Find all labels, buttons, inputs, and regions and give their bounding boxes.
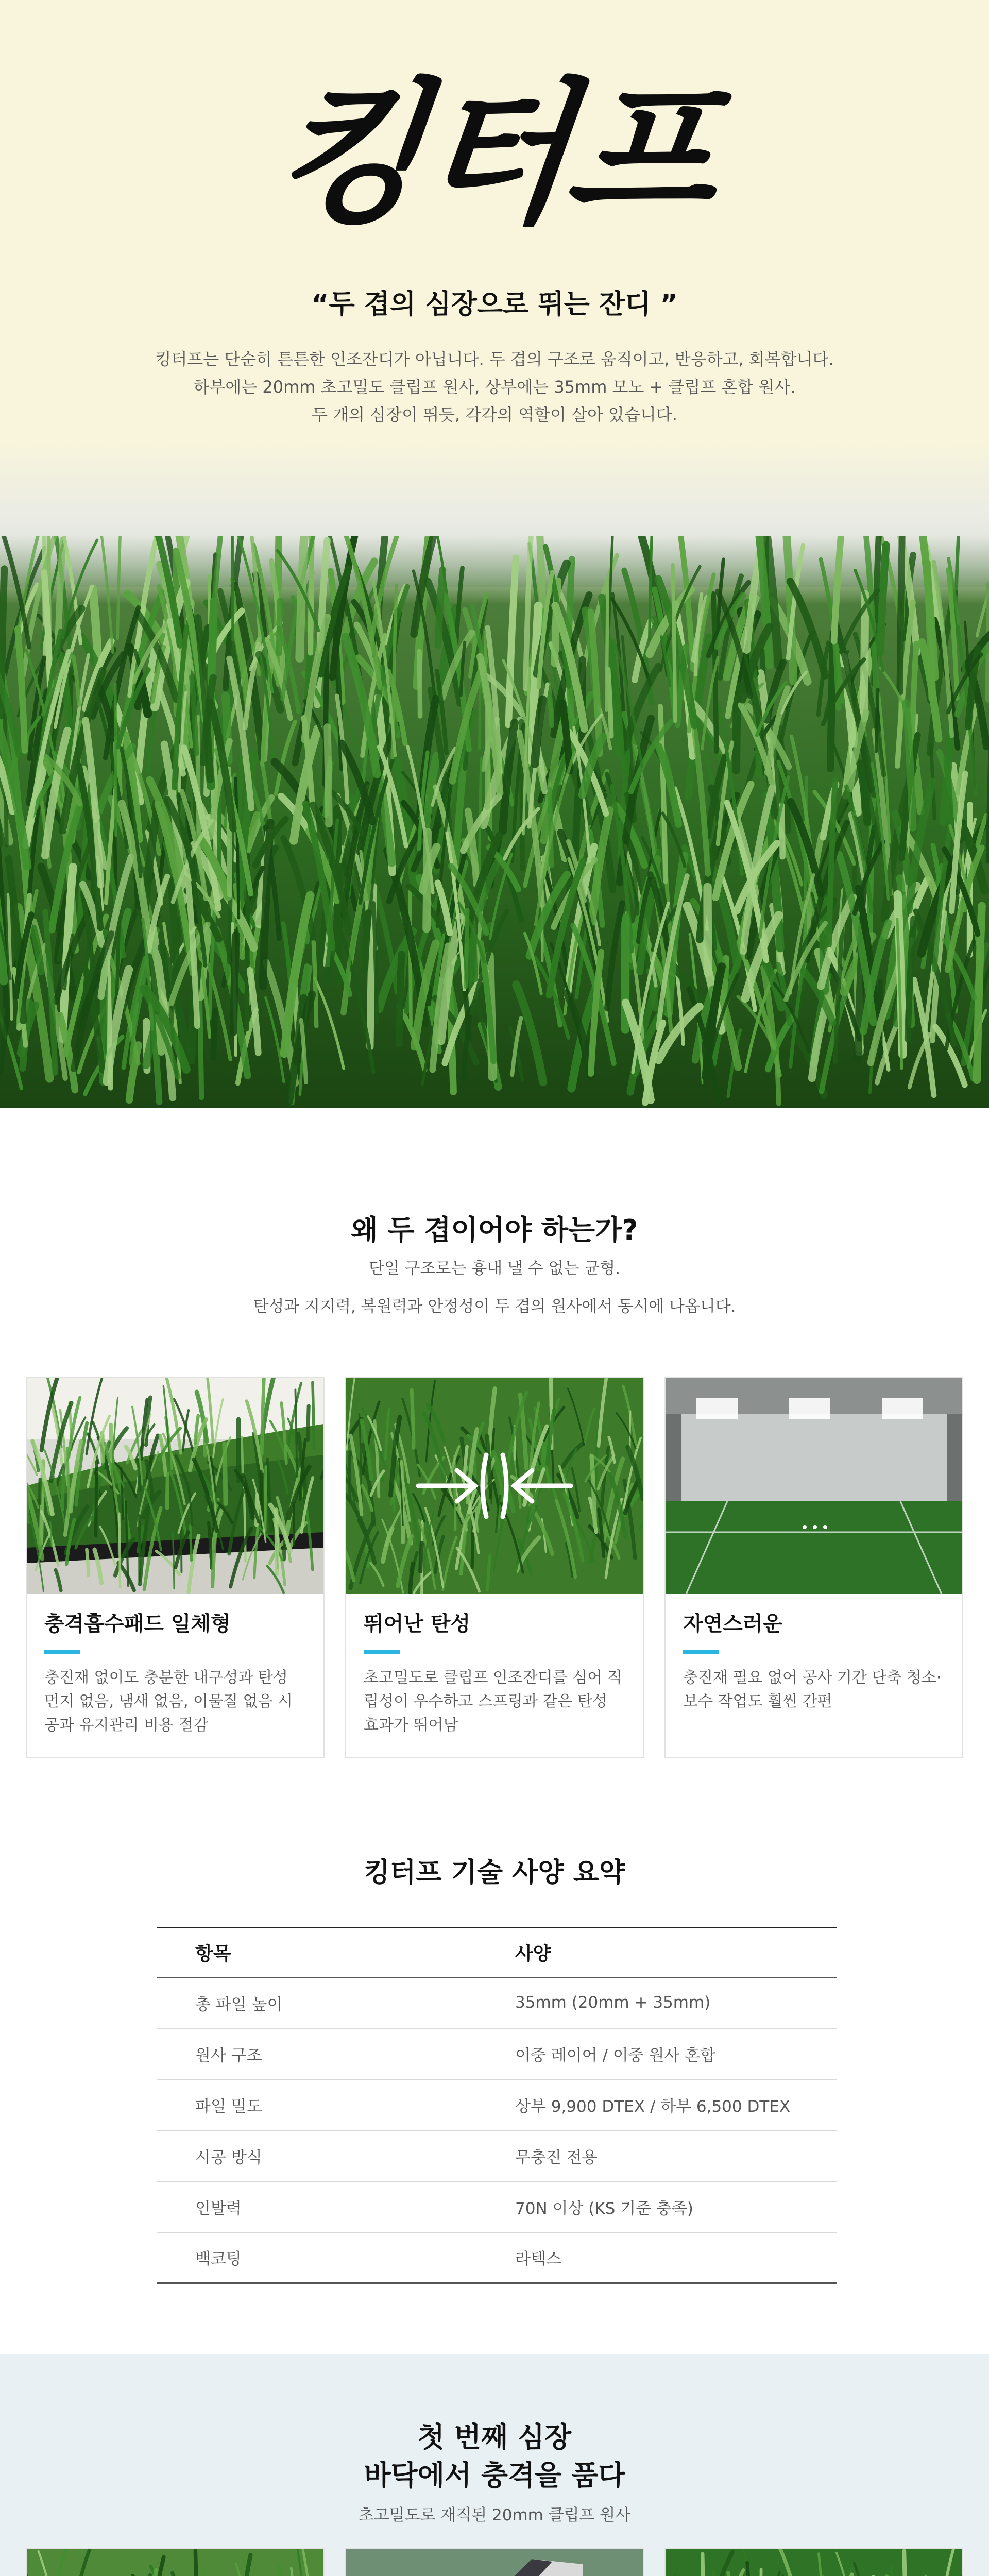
card-text: 초고밀도로 클립프 인조잔디를 심어 직립성이 우수하고 스프링과 같은 탄성 효과가 뛰어남 (364, 1669, 622, 1734)
card-text: 충진재 없이도 충분한 내구성과 탄성 먼지 없음, 냄새 없음, 이물질 없음 시공과 유지관리 비용 절감 (44, 1669, 293, 1734)
spec-value: 이중 레이어 / 이중 원사 혼합 (515, 2028, 837, 2079)
spec-title: 킹터프 기술 사양 요약 (364, 1857, 625, 1888)
card-title: 충격흡수패드 일체형 (44, 1612, 231, 1636)
heart1-card-solid (26, 2548, 325, 2576)
heart1-subtitle: 초고밀도로 재직된 20mm 클립프 원사 (358, 2506, 631, 2524)
spec-table (157, 1927, 837, 2284)
table-row (157, 2028, 837, 2079)
spec-item: 파일 밀도 (157, 2079, 515, 2130)
accent-bar (683, 1650, 719, 1654)
heart1-card-absorb (345, 2548, 644, 2576)
table-row (157, 2181, 837, 2232)
soccer-cleat-photo (346, 2549, 643, 2576)
heart1-card-recovery (664, 2548, 963, 2576)
card-title: 뛰어난 탄성 (364, 1612, 471, 1636)
grass-photo-compress-arrows (346, 1378, 643, 1594)
spec-value: 라텍스 (515, 2232, 837, 2283)
accent-bar (44, 1650, 80, 1654)
spec-item: 총 파일 높이 (157, 1977, 515, 2028)
feature-card-natural (664, 1377, 963, 1758)
why-line: 탄성과 지지력, 복원력과 안정성이 두 겹의 원사에서 동시에 나옵니다. (253, 1297, 736, 1316)
hero-desc-line: 하부에는 20mm 초고밀도 클립프 원사, 상부에는 35mm 모노 + 클립프 혼합 원사. (193, 377, 796, 397)
feature-card-elasticity (345, 1377, 644, 1758)
spec-header-item: 항목 (157, 1928, 515, 1977)
spec-value: 35mm (20mm + 35mm) (515, 1977, 837, 2028)
card-title: 자연스러운 (683, 1612, 783, 1636)
spec-item: 백코팅 (157, 2232, 515, 2283)
grass-photo-down-arrow (666, 2549, 962, 2576)
hero-desc-line: 킹터프는 단순히 튼튼한 인조잔디가 아닙니다. 두 겹의 구조로 움직이고, 반응하고, 회복합니다. (155, 349, 834, 369)
dense-turf-photo (27, 2549, 323, 2576)
hero-subtitle: “두 겹의 심장으로 뛰는 잔디 ” (311, 289, 678, 320)
spec-item: 원사 구조 (157, 2028, 515, 2079)
spec-header-row (157, 1928, 837, 1977)
spec-item: 인발력 (157, 2181, 515, 2232)
spec-value: 상부 9,900 DTEX / 하부 6,500 DTEX (515, 2079, 837, 2130)
why-line: 단일 구조로는 흉내 낼 수 없는 균형. (368, 1259, 621, 1278)
heart1-title-line2: 바닥에서 충격을 품다 (364, 2459, 625, 2492)
spec-header-value: 사양 (515, 1928, 837, 1977)
why-title: 왜 두 겹이어야 하는가? (351, 1214, 638, 1246)
table-row (157, 2130, 837, 2181)
turf-roll-photo (27, 1378, 323, 1594)
heart1-title: 첫 번째 심장 (417, 2421, 572, 2453)
turf-closeup-photo (0, 536, 989, 1108)
indoor-field-photo (666, 1378, 962, 1594)
table-row (157, 2232, 837, 2283)
hero-title: 킹터프 (266, 64, 724, 244)
accent-bar (364, 1650, 400, 1654)
spec-value: 무충진 전용 (515, 2130, 837, 2181)
hero-description (0, 345, 989, 429)
feature-card-cushion (26, 1377, 325, 1758)
hero-section (0, 0, 989, 1108)
spec-item: 시공 방식 (157, 2130, 515, 2181)
table-row (157, 1977, 837, 2028)
hero-desc-line: 두 개의 심장이 뛰듯, 각각의 역할이 살아 있습니다. (312, 405, 677, 425)
card-text: 충진재 필요 없어 공사 기간 단축 청소·보수 작업도 훨씬 간편 (683, 1669, 942, 1710)
table-row (157, 2079, 837, 2130)
spec-value: 70N 이상 (KS 기준 충족) (515, 2181, 837, 2232)
